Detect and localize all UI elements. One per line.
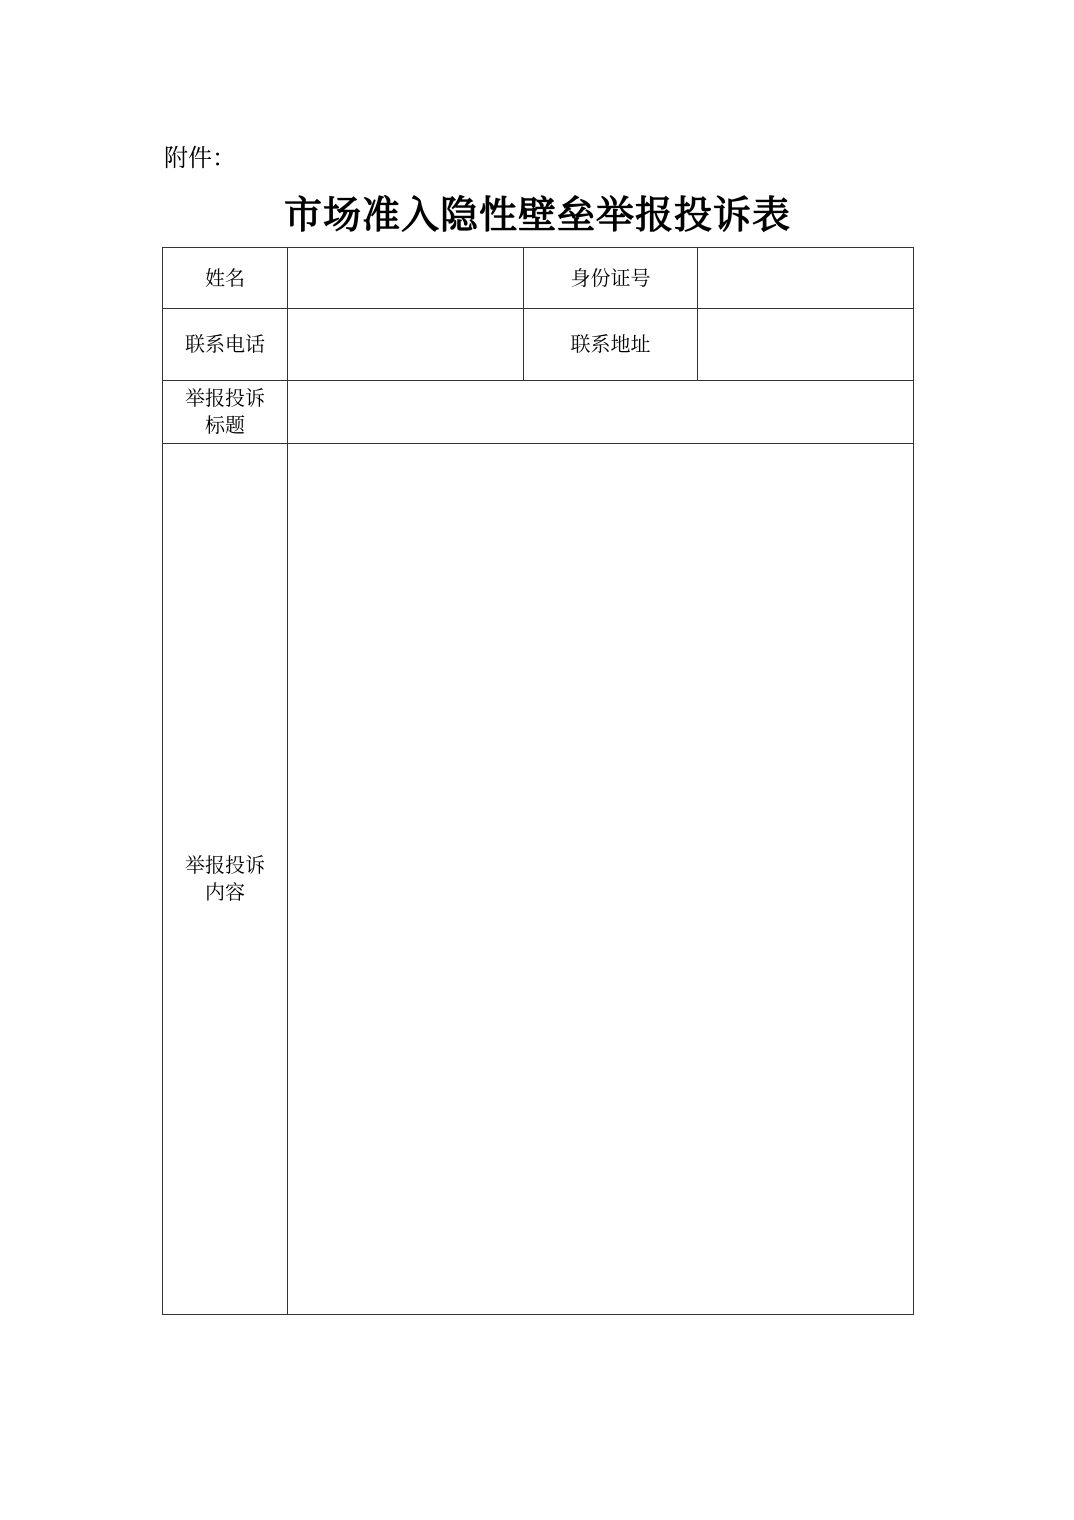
- id-number-label: 身份证号: [570, 265, 651, 290]
- form-row-content: [163, 444, 914, 1315]
- name-field[interactable]: [288, 248, 524, 309]
- content-label-line1: 举报投诉: [185, 853, 265, 877]
- subject-label-cell: [163, 381, 288, 444]
- name-label: 姓名: [205, 265, 245, 290]
- subject-label-line1: 举报投诉: [185, 386, 265, 410]
- id-number-field[interactable]: [698, 248, 914, 309]
- form-row-contact: [163, 309, 914, 381]
- phone-value[interactable]: [288, 309, 523, 380]
- form-row-name-id: [163, 248, 914, 309]
- complaint-form-table: [162, 247, 914, 1315]
- id-label-cell: [524, 248, 698, 309]
- id-number-value[interactable]: [698, 248, 913, 308]
- name-value[interactable]: [288, 248, 523, 308]
- address-label: 联系地址: [570, 332, 651, 356]
- address-value[interactable]: [698, 309, 913, 380]
- form-row-subject: [163, 381, 914, 444]
- subject-value[interactable]: [288, 381, 913, 443]
- content-field[interactable]: [288, 444, 914, 1315]
- attachment-label: 附件：: [164, 144, 236, 172]
- phone-label: 联系电话: [185, 332, 265, 356]
- address-label-cell: [524, 309, 698, 381]
- name-label-cell: [163, 248, 288, 309]
- content-label-line2: 内容: [205, 880, 245, 904]
- content-label-cell: [163, 444, 288, 1315]
- page-title: 市场准入隐性壁垒举报投诉表: [283, 192, 791, 237]
- subject-field[interactable]: [288, 381, 914, 444]
- phone-label-cell: [163, 309, 288, 381]
- content-value[interactable]: [288, 444, 913, 1314]
- subject-label-line2: 标题: [205, 413, 245, 437]
- address-field[interactable]: [698, 309, 914, 381]
- phone-field[interactable]: [288, 309, 524, 381]
